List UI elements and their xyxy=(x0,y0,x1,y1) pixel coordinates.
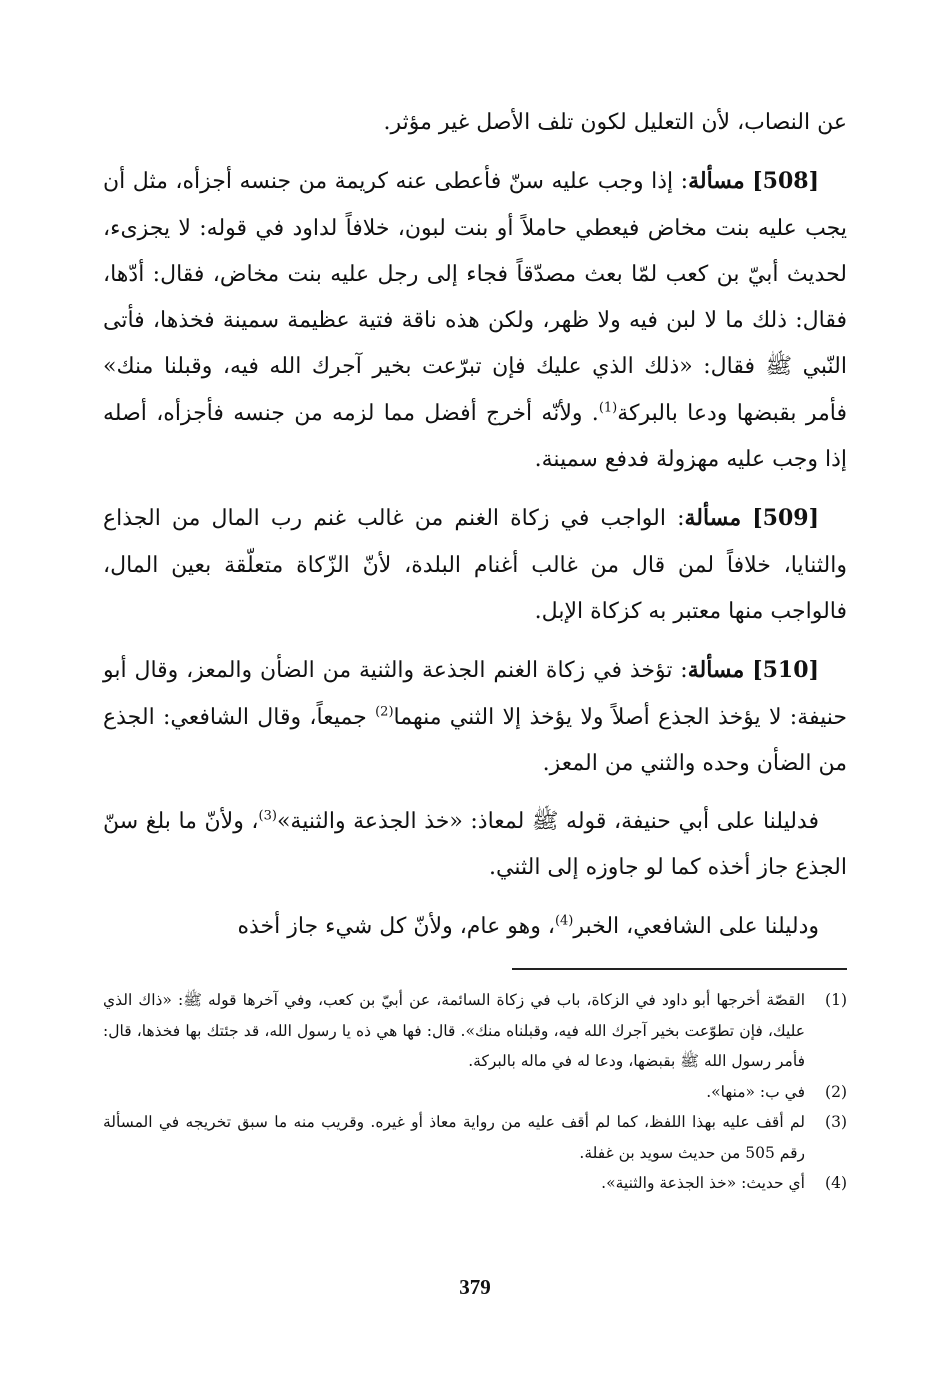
abu-hanifa-paragraph xyxy=(103,799,847,892)
footnote-ref[interactable]: (4) xyxy=(554,913,574,929)
footnote-ref[interactable]: (3) xyxy=(258,808,277,824)
main-text xyxy=(103,100,847,950)
paragraph-text: ودليلنا على الشافعي، الخبر xyxy=(573,913,819,939)
shafii-paragraph xyxy=(103,904,847,950)
issue-heading: مسألة xyxy=(684,505,742,532)
footnote-ref[interactable]: (2) xyxy=(375,704,394,720)
footnote-text: في ب: «منها». xyxy=(706,1082,805,1101)
footnote-text: القصّة أخرجها أبو داود في الزكاة، باب في زكاة السائمة، عن أبيّ بن كعب، وفي آخرها قوله ﷺ: «ذاك الذي عليك، فإن تطوّعت بخير آجرك الله فيه، وقبلناه منك». قال: فها هي ذه يا رسول الله، قد جئتك بها فخذها، قال: فأمر رسول الله ﷺ بقبضها، ودعا له في ماله بالبركة. xyxy=(103,991,805,1070)
footnote-item xyxy=(103,1077,847,1108)
intro-text: عن النصاب، لأن التعليل لكون تلف الأصل غير مؤثر. xyxy=(383,110,847,135)
footnote-text: أي حديث: «خذ الجذعة والثنية». xyxy=(601,1174,805,1192)
footnote-divider xyxy=(512,968,847,970)
issue-number: [508] xyxy=(752,168,819,195)
paragraph-text-continued: ، وهو عام، ولأنّ كل شيء جاز أخذه xyxy=(237,913,555,939)
issue-text: : تؤخذ في زكاة الغنم الجذعة والثنية من الضأن والمعز، وقال أبو حنيفة: لا يؤخذ الجذع أصلاً ولا يؤخذ إلا الثني منهما xyxy=(103,658,848,730)
issue-heading: مسألة xyxy=(688,168,745,195)
paragraph-text: فدليلنا على أبي حنيفة، قوله ﷺ لمعاذ: «خذ الجذعة والثنية» xyxy=(276,809,819,835)
issue-508 xyxy=(103,158,847,483)
footnote-item xyxy=(103,1168,847,1199)
issue-text-continued: جميعاً، وقال الشافعي: الجذع من الضأن وحده والثني من المعز. xyxy=(103,704,847,776)
footnote-number: (3) xyxy=(825,1113,847,1131)
footnote-number: (1) xyxy=(825,991,847,1009)
footnote-number: (2) xyxy=(825,1082,847,1101)
issue-text: : إذا وجب عليه سنّ فأعطى عنه كريمة من جنسه أجزأه، مثل أن يجب عليه بنت مخاض فيعطي حاملاً أو بنت لبون، خلافاً لداود في قوله: لا يجزىء، لحديث أبيّ بن كعب لمّا بعث مصدّقاً فجاء إلى رجل عليه بنت مخاض، فقال: أدّها، فقال: ذلك ما لا لبن فيه ولا ظهر، ولكن هذه ناقة فتية عظيمة سمينة فخذها، فأتى النّبي ﷺ فقال: «ذلك الذي عليك فإن تبرّعت بخير آجرك الله فيه، وقبلنا منك» فأمر بقبضها ودعا بالبركة xyxy=(103,169,848,426)
intro-paragraph xyxy=(103,100,847,146)
issue-509 xyxy=(103,495,847,635)
footnote-item xyxy=(103,1107,847,1168)
issue-510 xyxy=(103,647,847,787)
issue-heading: مسألة xyxy=(687,657,745,684)
footnote-ref[interactable]: (1) xyxy=(598,400,618,416)
footnotes xyxy=(103,985,847,1199)
page-number: 379 xyxy=(459,1275,491,1299)
footnote-item xyxy=(103,985,847,1077)
issue-number: [510] xyxy=(752,657,819,684)
footnote-text: لم أقف عليه بهذا اللفظ، كما لم أقف عليه من رواية معاذ أو غيره. وقريب منه ما سبق تخريجه في المسألة رقم 505 من حديث سويد بن غفلة. xyxy=(103,1113,805,1162)
issue-text: : الواجب في زكاة الغنم من غالب غنم رب المال من الجذاع والثنايا، خلافاً لمن قال من غالب أغنام البلدة، لأنّ الزّكاة متعلّقة بعين المال، فالواجب منها معتبر به كزكاة الإبل. xyxy=(103,506,847,624)
footnote-number: (4) xyxy=(825,1174,847,1192)
issue-text-continued: . ولأنّه أخرج أفضل مما لزمه من جنسه فأجزأه، أصله إذا وجب عليه مهزولة فدفع سمينة. xyxy=(103,400,847,473)
issue-number: [509] xyxy=(752,505,819,532)
paragraph-text-continued: ، ولأنّ ما بلغ سنّ الجذع جاز أخذه كما لو جاوزه إلى الثني. xyxy=(103,809,847,881)
